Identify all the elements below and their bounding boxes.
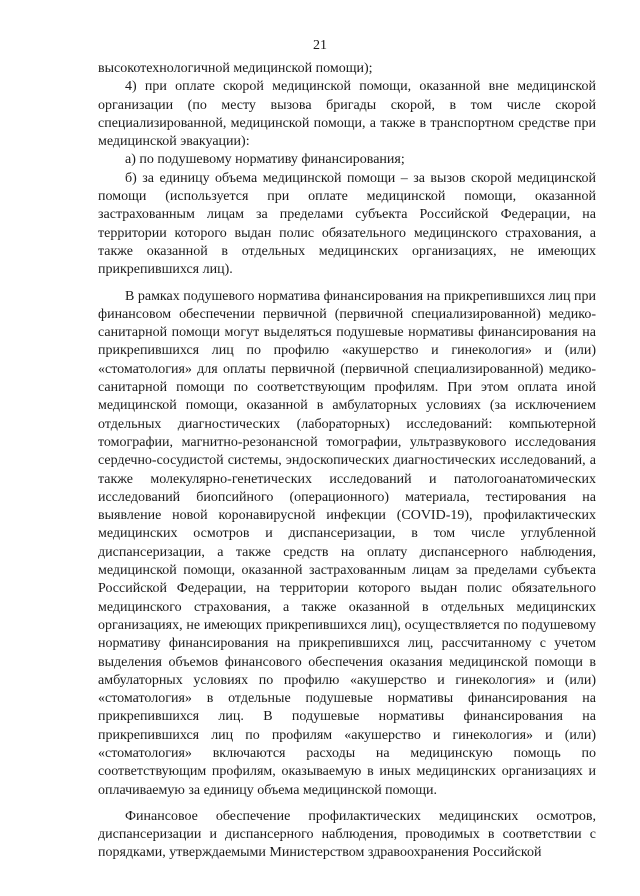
document-body	[98, 60, 596, 863]
paragraph-item-4: 4) при оплате скорой медицинской помощи, оказанной вне медицинской организации (по месту вызова бригады скорой, в том числе скорой специализированной, медицинской помощи, а также в транспортном средстве при медицинской эвакуации):	[98, 79, 596, 150]
paragraph-financial-provision: Финансовое обеспечение профилактических медицинских осмотров, диспансеризации и диспансерного наблюдения, проводимых в соответствии с порядками, утверждаемыми Министерством здравоохранения Российской	[98, 808, 596, 861]
paragraph-continuation: высокотехнологичной медицинской помощи);	[98, 61, 373, 76]
paragraph-per-capita-standards: В рамках подушевого норматива финансирования на прикрепившихся лиц при финансовом обеспечении первичной (первичной специализированной) медико-санитарной помощи могут выделяться подушевые нормативы финансирования на прикрепившихся лиц по профилю «акушерство и гинекология» и (или) «стоматология» для оплаты первичной (первичной специализированной) медико-санитарной помощи по соответствующим профилям. При этом оплата иной медицинской помощи, оказанной в амбулаторных условиях (за исключением отдельных диагностических (лабораторных) исследований: компьютерной томографии, магнитно-резонансной томографии, ультразвукового исследования сердечно-сосудистой системы, эндоскопических диагностических исследований, а также молекулярно-генетических исследований и патологоанатомических исследований биопсийного (операционного) материала, тестирования на выявление новой коронавирусной инфекции (COVID-19), профилактических медицинских осмотров и диспансеризации, в том числе углубленной диспансеризации, а также средств на оплату диспансерного наблюдения, медицинской помощи, оказанной застрахованным лицам за пределами субъекта Российской Федерации, на территории которого выдан полис обязательного медицинского страхования, а также оказанной в отдельных медицинских организациях, не имеющих прикрепившихся лиц), осуществляется по подушевому нормативу финансирования на прикрепившихся лиц, рассчитанному с учетом выделения объемов финансового обеспечения оказания медицинской помощи в амбулаторных условиях по профилю «акушерство и гинекология» и (или) «стоматология» в отдельные подушевые нормативы финансирования на прикрепившихся лиц. В подушевые нормативы финансирования на прикрепившихся лиц по профилям «акушерство и гинекология» и (или) «стоматология» включаются расходы на медицинскую помощь по соответствующим профилям, оказываемую в иных медицинских организациях и оплачиваемую за единицу объема медицинской помощи.	[98, 288, 596, 798]
paragraph-subitem-a: а) по подушевому нормативу финансирования;	[125, 152, 405, 168]
page-number: 21	[313, 38, 327, 53]
paragraph-subitem-b: б) за единицу объема медицинской помощи – за вызов скорой медицинской помощи (используется при оплате медицинской помощи, оказанной застрахованным лицам за пределами субъекта Российской Федерации, на территории которого выдан полис обязательного медицинского страхования, а также оказанной в отдельных медицинских организациях, не имеющих прикрепившихся лиц).	[98, 170, 596, 278]
